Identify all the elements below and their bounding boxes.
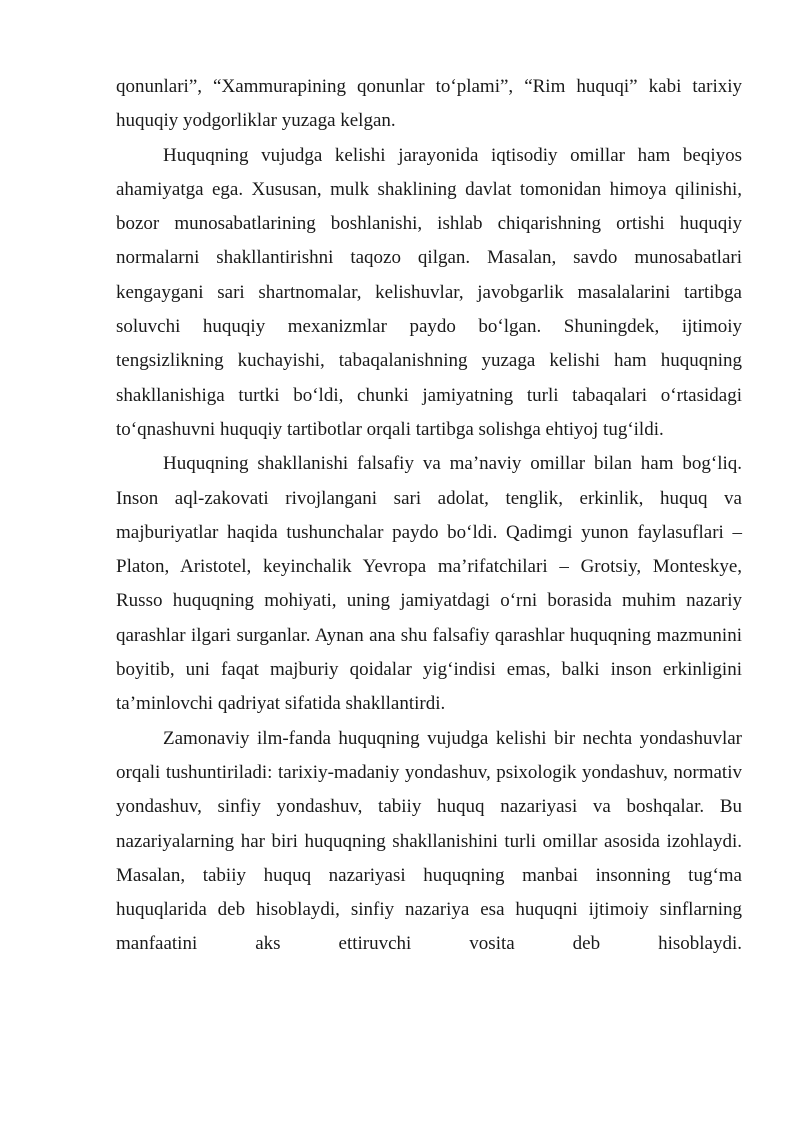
paragraph-philosophical-factors: Huquqning shakllanishi falsafiy va ma’naviy omillar bilan ham bog‘liq. Inson aql-zakovati rivojlangani sari adolat, tenglik, erkinlik, huquq va majburiyatlar haqida tushunchalar paydo bo‘ldi. Qadimgi yunon faylasuflari – Platon, Aristotel, keyinchalik Yevropa ma’rifatchilari – Grotsiy, Monteskye, Russo huquqning mohiyati, uning jamiyatdagi o‘rni borasida muhim nazariy qarashlar ilgari surganlar. Aynan ana shu falsafiy qarashlar huquqning mazmunini boyitib, uni faqat majburiy qoidalar yig‘indisi emas, balki inson erkinligini ta’minlovchi qadriyat sifatida shakllantirdi. bbox=[116, 453, 742, 715]
paragraph-continuation: qonunlari”, “Xammurapining qonunlar to‘plami”, “Rim huquqi” kabi tarixiy huquqiy yodgorliklar yuzaga kelgan. bbox=[116, 76, 742, 132]
document-page bbox=[116, 70, 742, 962]
paragraph-economic-factors: Huquqning vujudga kelishi jarayonida iqtisodiy omillar ham beqiyos ahamiyatga ega. Xususan, mulk shaklining davlat tomonidan himoya qilinishi, bozor munosabatlarining boshlanishi, ishlab chiqarishning ortishi huquqiy normalarni shakllantirishni taqozo qilgan. Masalan, savdo munosabatlari kengaygani sari shartnomalar, kelishuvlar, javobgarlik masalalarini tartibga soluvchi huquqiy mexanizmlar paydo bo‘lgan. Shuningdek, ijtimoiy tengsizlikning kuchayishi, tabaqalanishning yuzaga kelishi ham huquqning shakllanishiga turtki bo‘ldi, chunki jamiyatning turli tabaqalari o‘rtasidagi to‘qnashuvni huquqiy tartibotlar orqali tartibga solishga ehtiyoj tug‘ildi. bbox=[116, 144, 742, 440]
paragraph-modern-approaches: Zamonaviy ilm-fanda huquqning vujudga kelishi bir nechta yondashuvlar orqali tushuntiriladi: tarixiy-madaniy yondashuv, psixologik yondashuv, normativ yondashuv, sinfiy yondashuv, tabiiy huquq nazariyasi va boshqalar. Bu nazariyalarning har biri huquqning shakllanishini turli omillar asosida izohlaydi. Masalan, tabiiy huquq nazariyasi huquqning manbai insonning tug‘ma huquqlarida deb hisoblaydi, sinfiy nazariya esa huquqni ijtimoiy sinflarning manfaatini aks ettiruvchi vosita deb hisoblaydi. bbox=[116, 727, 742, 955]
